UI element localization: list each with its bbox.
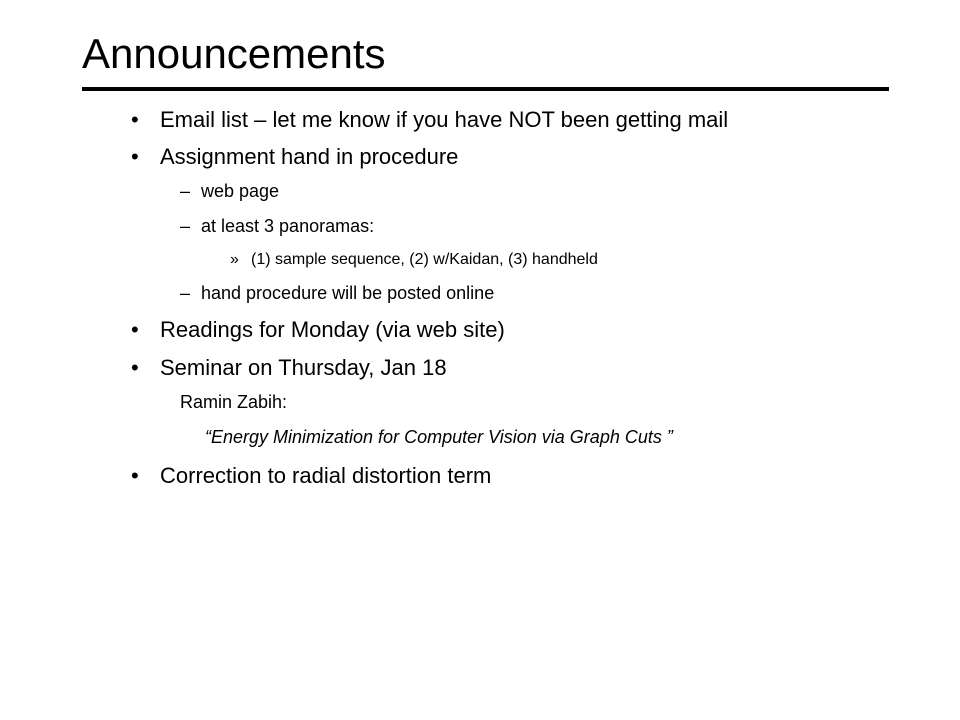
sub-item-panoramas: at least 3 panoramas: [201,216,375,236]
bullet-marker: • [131,144,139,169]
bullet-radial-distortion: Correction to radial distortion term [160,463,492,488]
bullet-email-list: Email list – let me know if you have NOT been getting mail [160,107,729,132]
bullet-marker: • [131,107,139,132]
dash-marker: – [180,216,191,236]
bullet-marker: • [131,317,139,342]
sub-item-web-page: web page [201,181,280,201]
slide-title: Announcements [82,30,386,77]
bullet-assignment-procedure: Assignment hand in procedure [160,144,459,169]
bullet-marker: • [131,463,139,488]
sub-sub-item-sequences: (1) sample sequence, (2) w/Kaidan, (3) handheld [251,251,598,268]
title-divider [82,87,889,91]
bullet-marker: • [131,355,139,380]
dash-marker: – [180,181,191,201]
chevron-marker: » [230,251,239,268]
seminar-talk-title: “Energy Minimization for Computer Vision via Graph Cuts ” [205,427,673,447]
dash-marker: – [180,283,191,303]
bullet-seminar: Seminar on Thursday, Jan 18 [160,355,447,380]
bullet-readings: Readings for Monday (via web site) [160,317,505,342]
sub-item-posted-online: hand procedure will be posted online [201,283,495,303]
seminar-speaker: Ramin Zabih: [180,392,288,412]
